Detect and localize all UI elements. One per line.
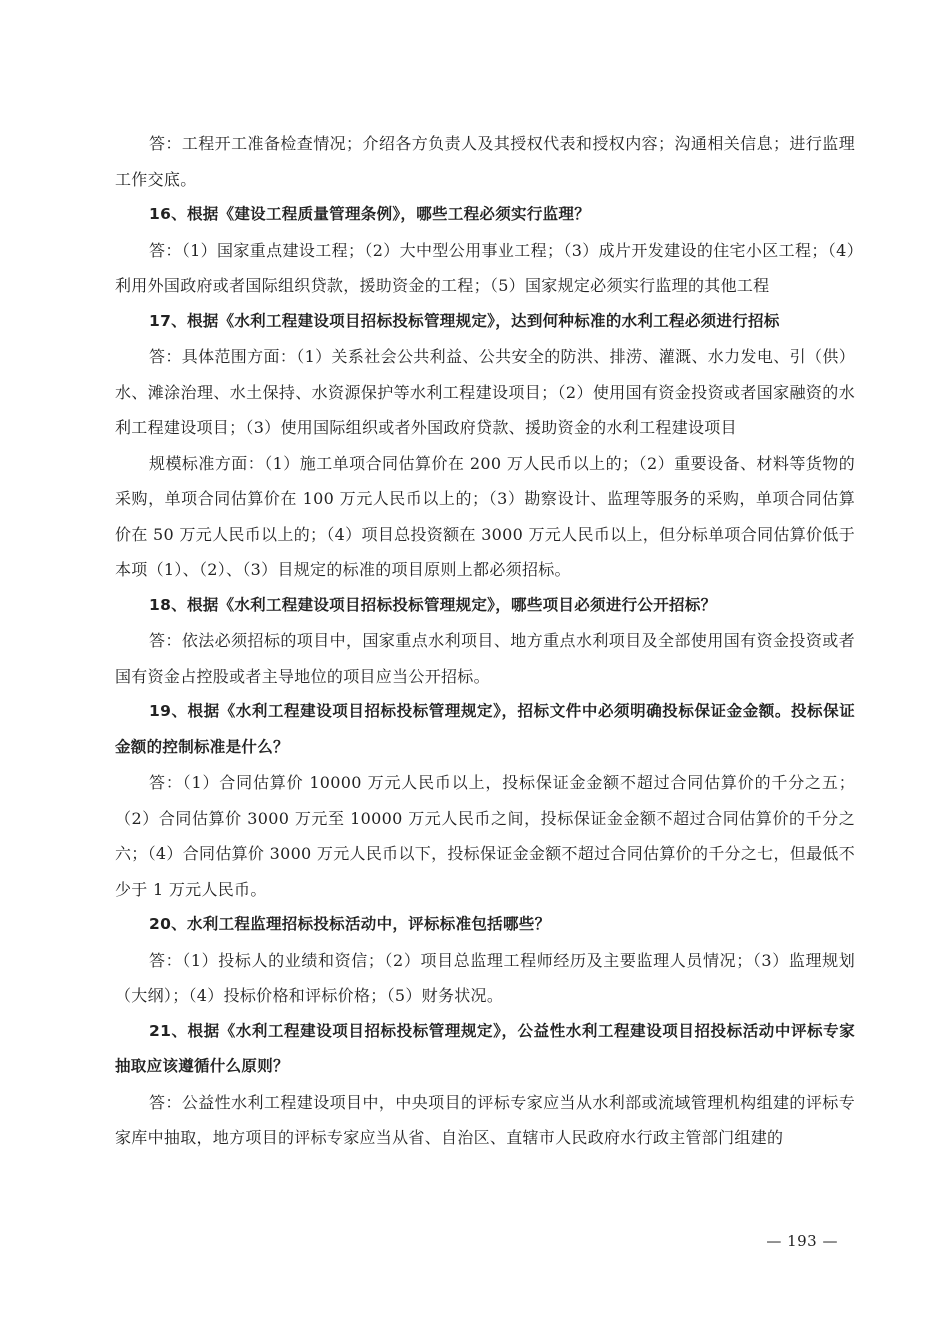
question-heading: 20、水利工程监理招标投标活动中，评标标准包括哪些？ [149,915,551,933]
answer-paragraph: 规模标准方面：（1）施工单项合同估算价在 200 万人民币以上的；（2）重要设备、材料等货物的采购，单项合同估算价在 100 万元人民币以上的；（3）勘察设计、监理等服务的采购，单项合同估算价在 50 万元人民币以上的；（4）项目总投资额在 3000 万元人民币以上，但分标单项合同估算价低于本项（1）、（2）、（3）目规定的标准的项目原则上都必须招标。 [115,453,855,579]
answer-paragraph: 答：（1）国家重点建设工程；（2）大中型公用事业工程；（3）成片开发建设的住宅小区工程；（4）利用外国政府或者国际组织贷款，援助资金的工程；（5）国家规定必须实行监理的其他工程 [115,240,855,295]
question-heading: 16、根据《建设工程质量管理条例》，哪些工程必须实行监理？ [149,205,591,223]
answer-paragraph: 答：（1）合同估算价 10000 万元人民币以上，投标保证金金额不超过合同估算价的千分之五；（2）合同估算价 3000 万元至 10000 万元人民币之间，投标保证金金额不超过合同估算价的千分之六；（4）合同估算价 3000 万元人民币以下，投标保证金金额不超过合同估算价的千分之七，但最低不少于 1 万元人民币。 [115,773,855,899]
answer-paragraph: 答：工程开工准备检查情况；介绍各方负责人及其授权代表和授权内容；沟通相关信息；进行监理工作交底。 [115,134,855,189]
body-text [115,126,855,1156]
answer-paragraph: 答：具体范围方面：（1）关系社会公共利益、公共安全的防洪、排涝、灌溉、水力发电、引（供）水、滩涂治理、水土保持、水资源保护等水利工程建设项目；（2）使用国有资金投资或者国家融资的水利工程建设项目；（3）使用国际组织或者外国政府贷款、援助资金的水利工程建设项目 [115,347,855,437]
question-heading: 18、根据《水利工程建设项目招标投标管理规定》，哪些项目必须进行公开招标？ [149,595,717,614]
answer-paragraph: 答：依法必须招标的项目中，国家重点水利项目、地方重点水利项目及全部使用国有资金投资或者国有资金占控股或者主导地位的项目应当公开招标。 [115,631,855,686]
page-number: — 193 — [766,1232,838,1250]
answer-paragraph: 答：（1）投标人的业绩和资信；（2）项目总监理工程师经历及主要监理人员情况；（3）监理规划（大纲）；（4）投标价格和评标价格；（5）财务状况。 [115,950,855,1005]
answer-paragraph: 答：公益性水利工程建设项目中，中央项目的评标专家应当从水利部或流域管理机构组建的评标专家库中抽取，地方项目的评标专家应当从省、自治区、直辖市人民政府水行政主管部门组建的 [115,1092,855,1147]
question-heading: 19、根据《水利工程建设项目招标投标管理规定》，招标文件中必须明确投标保证金金额。投标保证金额的控制标准是什么？ [115,702,855,756]
question-heading: 21、根据《水利工程建设项目招标投标管理规定》，公益性水利工程建设项目招投标活动中评标专家抽取应该遵循什么原则？ [115,1021,855,1075]
question-heading: 17、根据《水利工程建设项目招标投标管理规定》，达到何种标准的水利工程必须进行招标 [149,311,780,330]
